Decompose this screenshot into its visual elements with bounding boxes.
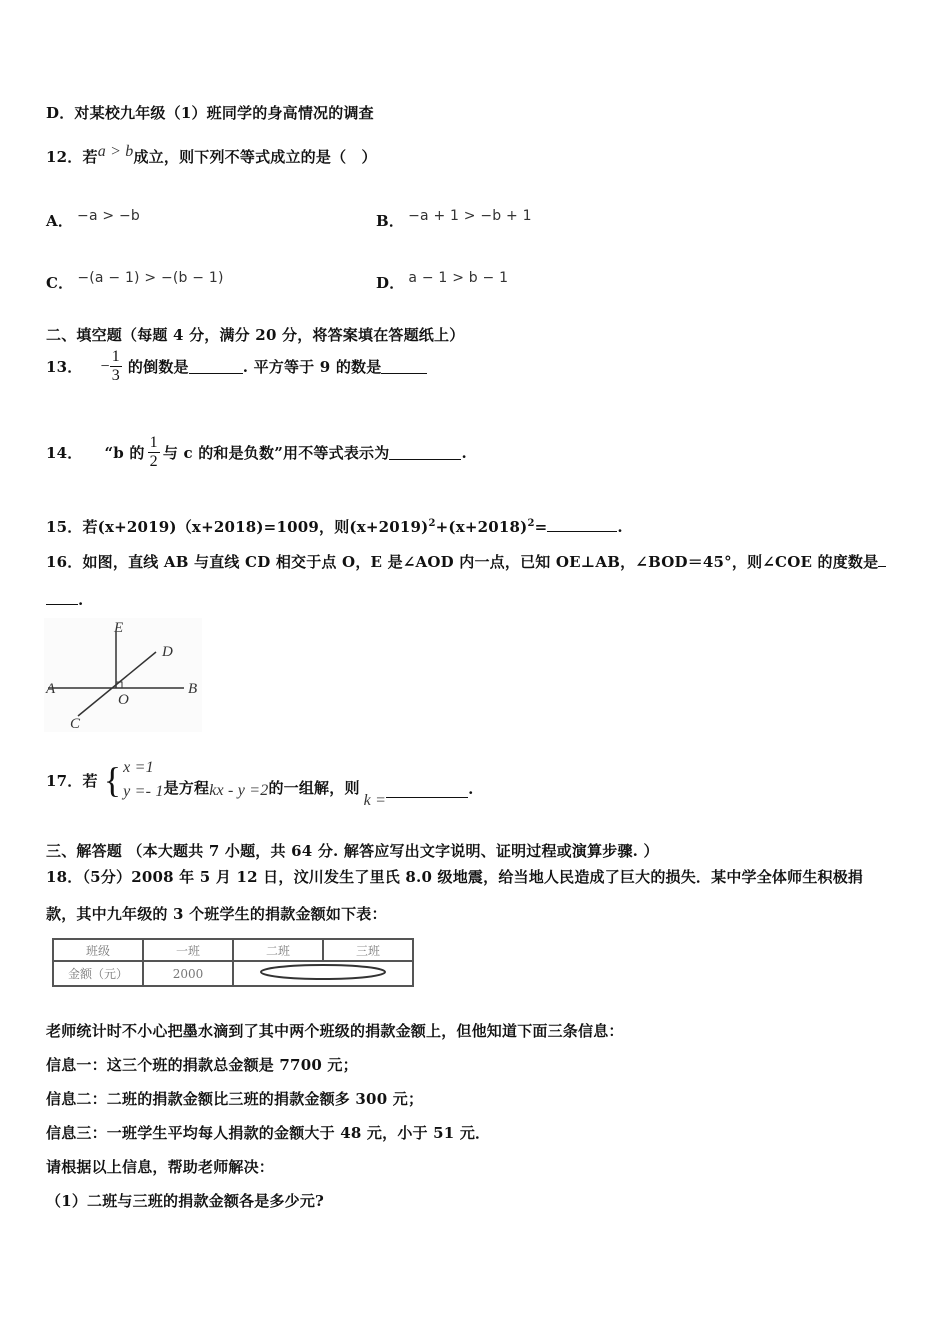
section-3-title: 三、解答题 （本大题共 7 小题，共 64 分. 解答应写出文字说明、证明过程或演算步骤. ） [46,842,659,860]
q16-stem: 16．如图，直线 AB 与直线 CD 相交于点 O，E 是∠AOD 内一点，已知 OE⊥AB，∠BOD＝45°，则∠COE 的度数是 [46,551,886,572]
q12-option-b: B． −a + 1 > −b + 1 [376,208,532,230]
q13-blank-2 [381,359,427,374]
q18-prompt: 请根据以上信息，帮助老师解决： [46,1158,275,1176]
q18-paragraph-1: 18．（5分）2008 年 5 月 12 日，汶川发生了里氏 8.0 级地震，给当地人民造成了巨大的损失．某中学全体师生积极捐 [46,868,864,886]
table-row [53,939,413,961]
q12-condition: a > b [97,143,134,160]
q13-fraction: $\frac{1}{3}$ [111,348,120,384]
label-e: E [114,620,124,636]
q17-brace: { [103,760,122,800]
q18-info-3: 信息三：一班学生平均每人捐款的金额大于 48 元，小于 51 元． [46,1124,491,1142]
table-cell: 金额（元） [53,961,143,986]
q18-info-1: 信息一：这三个班的捐款总金额是 7700 元； [46,1056,358,1074]
q14-blank [389,445,461,460]
table-row [53,961,413,986]
section-2-title: 二、填空题（每题 4 分，满分 20 分，将答案填在答题纸上） [46,326,465,344]
q11-option-d: D．对某校九年级（1）班同学的身高情况的调查 [46,104,374,122]
q18-paragraph-2: 款，其中九年级的 3 个班学生的捐款金额如下表： [46,905,387,923]
q12-option-d: D． a − 1 > b − 1 [376,270,509,292]
q12-stem: 12．若a > b成立，则下列不等式成立的是（ ） [46,143,377,166]
q16-blank-a [878,552,886,567]
table-cell: 一班 [143,939,233,961]
donation-table [52,938,414,987]
ink-blot-cell [233,961,413,986]
ink-blot [238,962,408,982]
q16-figure [44,618,202,732]
table-cell: 班级 [53,939,143,961]
table-cell: 三班 [323,939,413,961]
q18-subquestion-1: （1）二班与三班的捐款金额各是多少元? [46,1192,325,1210]
q16-blank-b [46,590,78,605]
q13: 13． − $\frac{1}{3}$ 的倒数是 . 平方等于 9 的数是 [46,348,427,385]
table-cell: 二班 [233,939,323,961]
q17-system: x =1 y =- 1 [123,759,164,800]
q14: 14． “b 的 $\frac{1}{2}$ 与 c 的和是负数”用不等式表示为 . [46,434,467,470]
label-a: A [46,681,56,697]
q13-blank-1 [189,359,243,374]
q15-blank [547,517,617,532]
q18-info-2: 信息二：二班的捐款金额比三班的捐款金额多 300 元； [46,1090,424,1108]
label-c: C [70,716,81,732]
label-o: O [118,692,129,708]
q17: 17．若 { x =1 y =- 1 是方程 kx - y =2 的一组解，则 k = . [46,756,474,804]
q17-blank [386,783,468,798]
ink-blot-ellipse [261,965,385,979]
table-cell: 2000 [143,961,233,986]
q12-option-a: A． −a > −b [46,208,141,230]
q14-fraction: $\frac{1}{2}$ [149,434,158,470]
q18-line-1: 老师统计时不小心把墨水滴到了其中两个班级的捐款金额上，但他知道下面三条信息： [46,1022,624,1040]
label-d: D [162,644,173,660]
q15: 15．若(x+2019)（x+2018)=1009，则$(x+2019)^2+(x+2018)^2=$ . [46,518,623,536]
q12-option-c: C． −(a − 1) > −(b − 1) [46,270,224,292]
q16-stem-end: . [46,590,83,609]
label-b: B [188,681,198,697]
